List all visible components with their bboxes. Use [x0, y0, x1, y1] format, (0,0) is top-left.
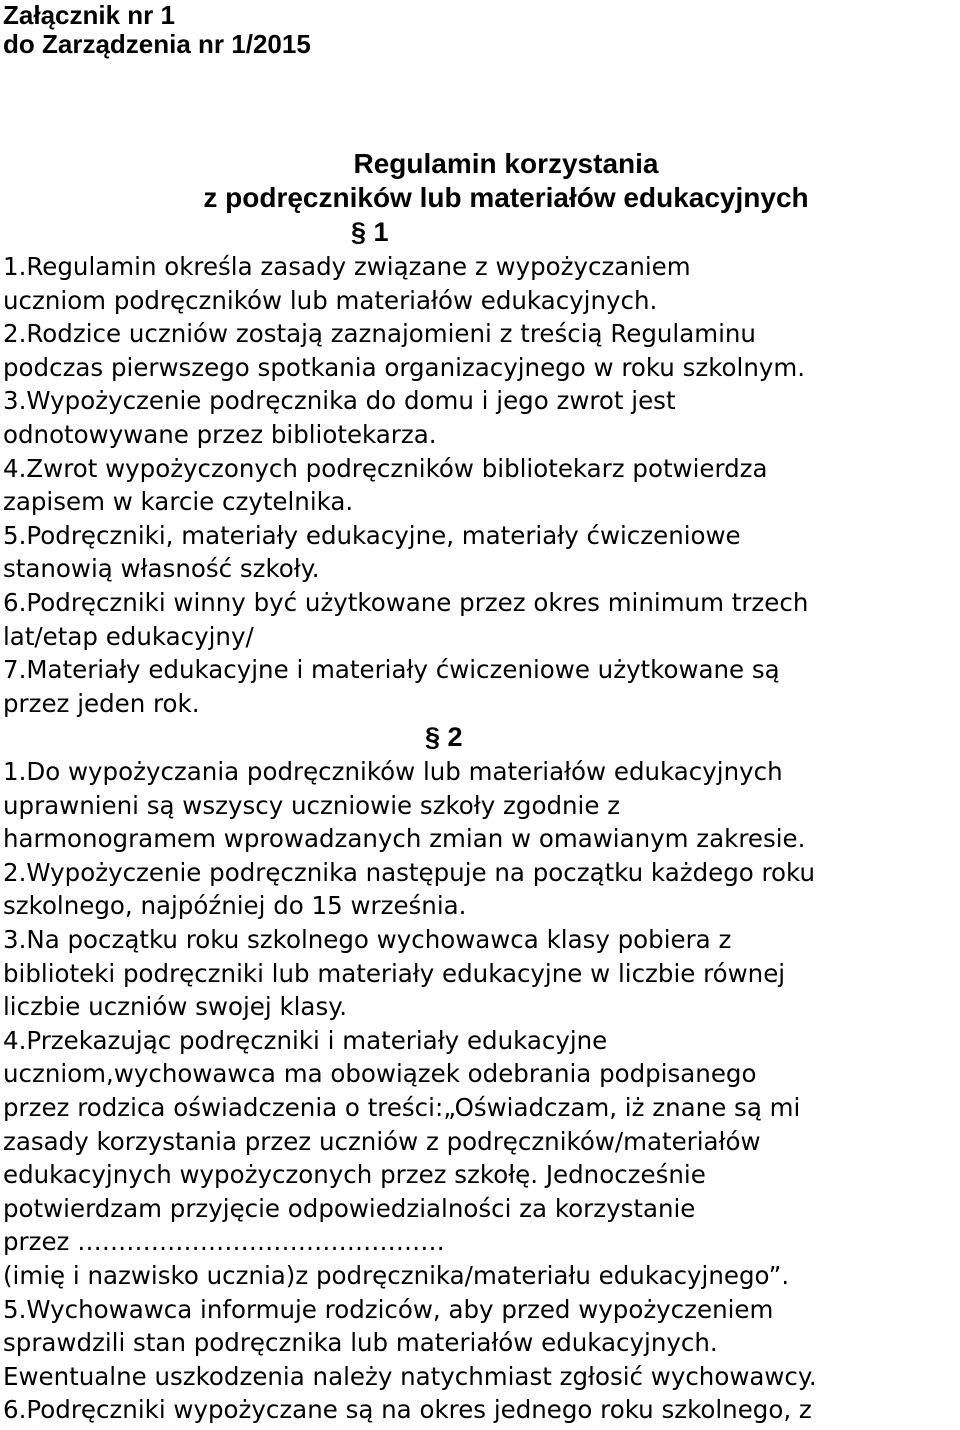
- ordinance-reference: do Zarządzenia nr 1/2015: [3, 29, 311, 59]
- body-line: lat/etap edukacyjny/: [3, 621, 254, 651]
- body-line: uczniom podręczników lub materiałów edukacyjnych.: [3, 285, 658, 315]
- body-line: 2.Rodzice uczniów zostają zaznajomieni z treścią Regulaminu: [3, 319, 756, 349]
- body-line: 5.Podręczniki, materiały edukacyjne, materiały ćwiczeniowe: [3, 520, 741, 550]
- body-line: przez ………………………………………: [3, 1227, 445, 1257]
- body-line: 2.Wypożyczenie podręcznika następuje na początku każdego roku: [3, 857, 816, 887]
- section-2-heading: [425, 720, 463, 754]
- body-line: 6.Podręczniki winny być użytkowane przez okres minimum trzech: [3, 587, 809, 617]
- body-line: przez jeden rok.: [3, 688, 200, 718]
- body-line: podczas pierwszego spotkania organizacyjnego w roku szkolnym.: [3, 352, 806, 382]
- body-line: uczniom,wychowawca ma obowiązek odebrania podpisanego: [3, 1059, 757, 1089]
- body-line: edukacyjnych wypożyczonych przez szkołę. Jednocześnie: [3, 1160, 706, 1190]
- section-1-body: [3, 250, 960, 720]
- body-line: 4.Przekazując podręczniki i materiały edukacyjne: [3, 1025, 608, 1055]
- body-line: odnotowywane przez bibliotekarza.: [3, 419, 437, 449]
- body-line: (imię i nazwisko ucznia)z podręcznika/materiału edukacyjnego”.: [3, 1260, 790, 1290]
- document-title: Regulamin korzystania: [353, 148, 659, 179]
- body-line: zapisem w karcie czytelnika.: [3, 487, 354, 517]
- body-line: 4.Zwrot wypożyczonych podręczników bibliotekarz potwierdza: [3, 453, 768, 483]
- body-line: sprawdzili stan podręcznika lub materiałów edukacyjnych.: [3, 1328, 718, 1358]
- body-line: liczbie uczniów swojej klasy.: [3, 992, 348, 1022]
- body-line: harmonogramem wprowadzanych zmian w omawianym zakresie.: [3, 824, 806, 854]
- body-line: biblioteki podręczniki lub materiały edukacyjne w liczbie równej: [3, 958, 786, 988]
- body-line: 3.Wypożyczenie podręcznika do domu i jego zwrot jest: [3, 386, 676, 416]
- body-line: przez rodzica oświadczenia o treści:„Oświadczam, iż znane są mi: [3, 1092, 801, 1122]
- body-line: 1.Regulamin określa zasady związane z wypożyczaniem: [3, 252, 691, 281]
- body-line: 1.Do wypożyczania podręczników lub materiałów edukacyjnych: [3, 757, 783, 786]
- section-number: 2: [447, 722, 463, 752]
- section-1-heading: [351, 215, 389, 249]
- section-2-body: [3, 755, 960, 1427]
- body-line: stanowią własność szkoły.: [3, 554, 320, 584]
- document-subtitle: z podręczników lub materiałów edukacyjnych: [203, 182, 809, 213]
- body-line: zasady korzystania przez uczniów z podręczników/materiałów: [3, 1126, 761, 1156]
- body-line: 5.Wychowawca informuje rodziców, aby przed wypożyczeniem: [3, 1294, 774, 1324]
- section-symbol: §: [351, 217, 367, 247]
- body-line: 3.Na początku roku szkolnego wychowawca klasy pobiera z: [3, 924, 732, 954]
- body-line: 7.Materiały edukacyjne i materiały ćwiczeniowe użytkowane są: [3, 655, 780, 685]
- body-line: Ewentualne uszkodzenia należy natychmiast zgłosić wychowawcy.: [3, 1361, 817, 1391]
- body-line: 6.Podręczniki wypożyczane są na okres jednego roku szkolnego, z: [3, 1395, 812, 1425]
- body-line: szkolnego, najpóźniej do 15 września.: [3, 891, 467, 921]
- annex-label: Załącznik nr 1: [3, 0, 175, 30]
- section-number: 1: [373, 217, 389, 247]
- section-symbol: §: [425, 722, 441, 752]
- body-line: uprawnieni są wszyscy uczniowie szkoły zgodnie z: [3, 790, 621, 820]
- body-line: potwierdzam przyjęcie odpowiedzialności za korzystanie: [3, 1193, 696, 1223]
